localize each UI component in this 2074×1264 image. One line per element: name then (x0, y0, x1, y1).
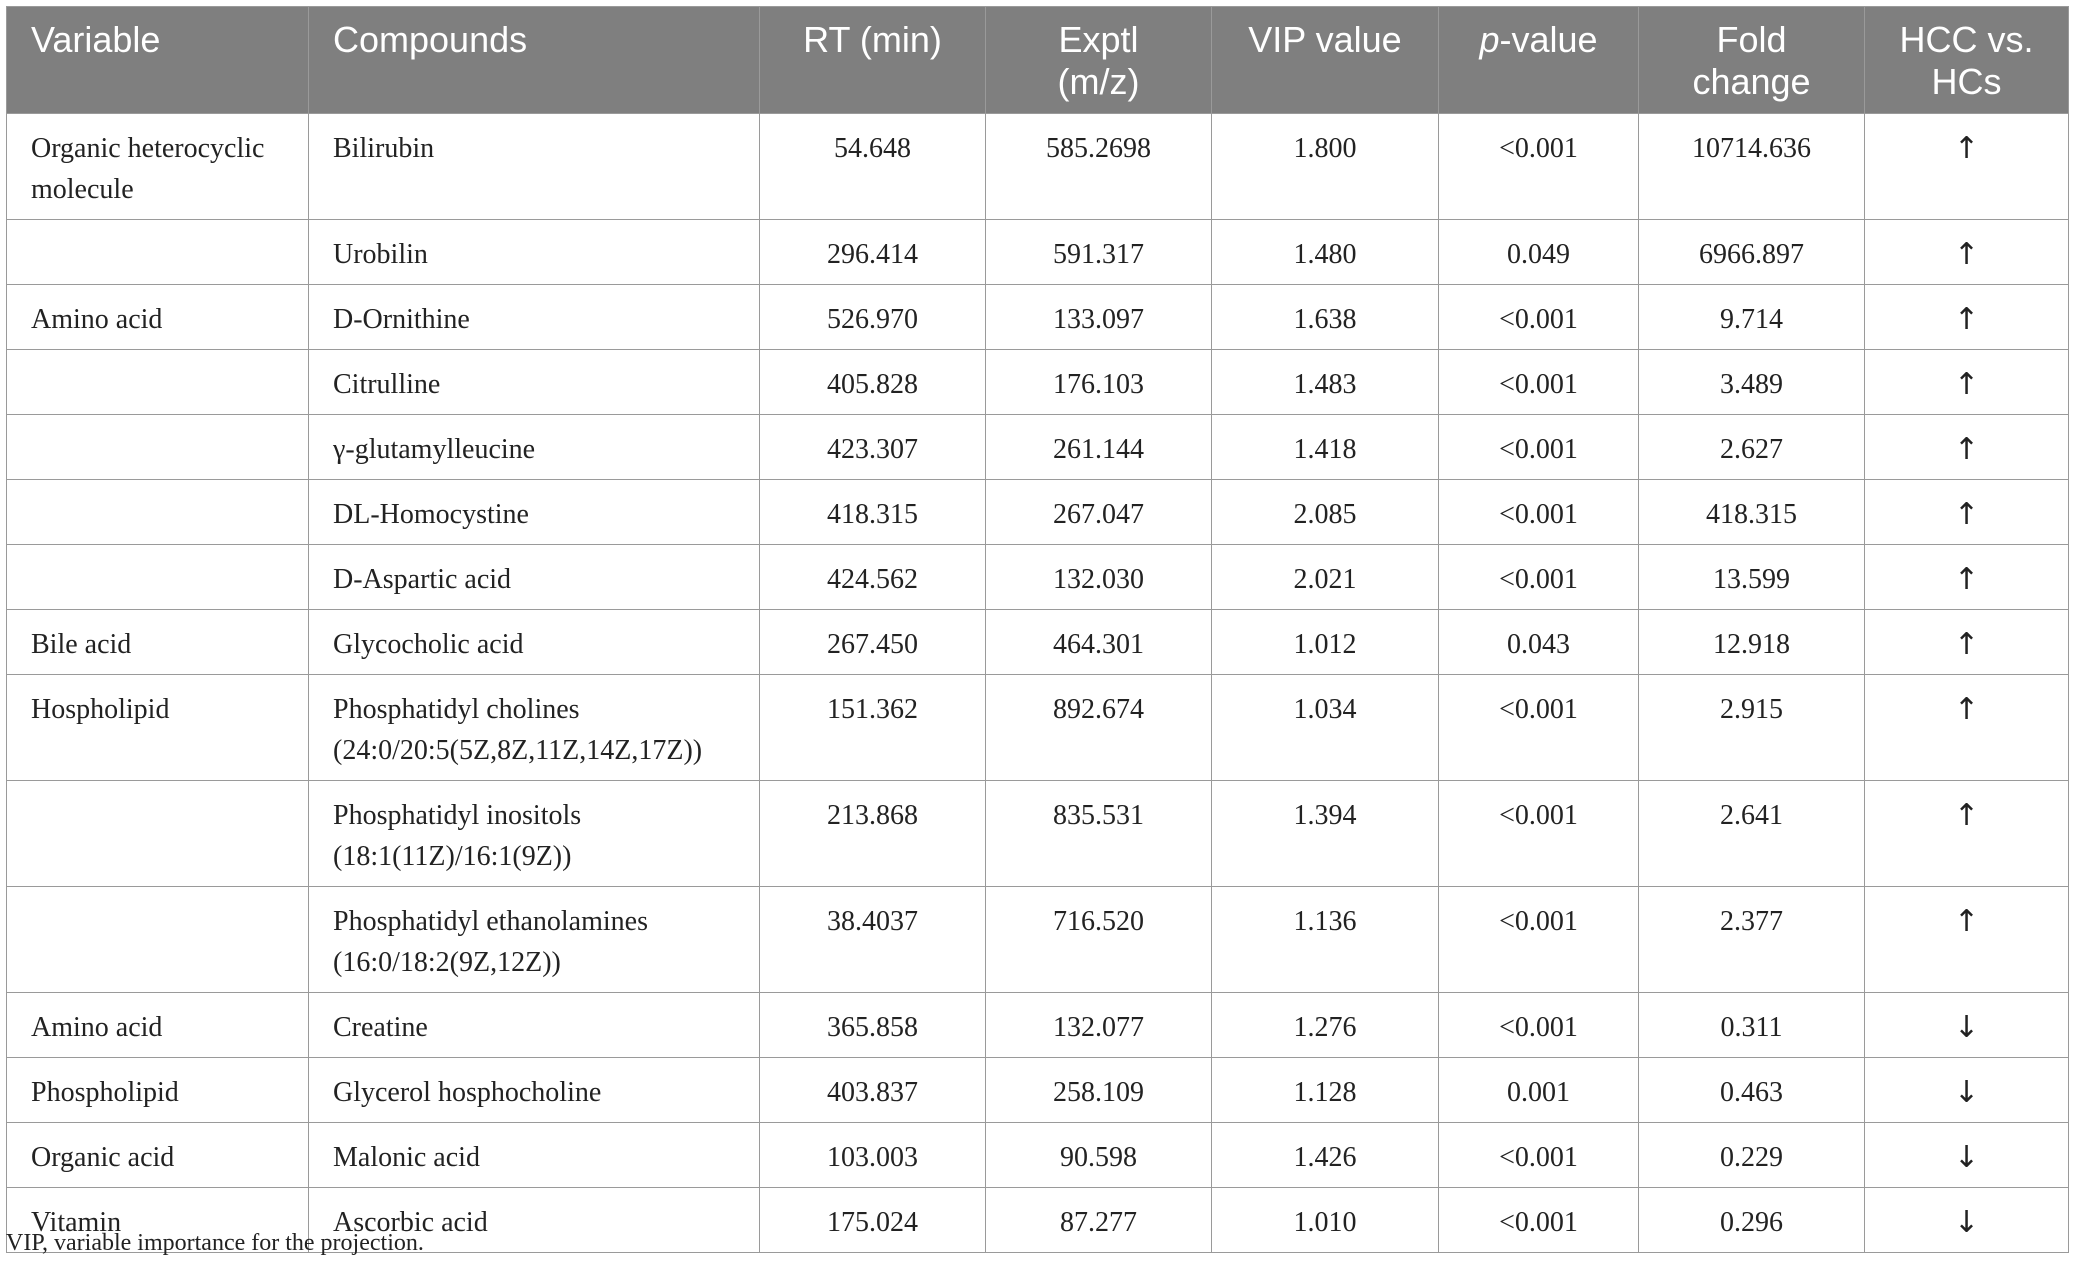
cell-fold-change: 6966.897 (1639, 220, 1865, 285)
table-row (7, 480, 2069, 545)
cell-pvalue: <0.001 (1439, 545, 1639, 610)
cell-fold-change: 13.599 (1639, 545, 1865, 610)
cell-fold-change: 418.315 (1639, 480, 1865, 545)
cell-variable (7, 350, 309, 415)
table-body (7, 114, 2069, 1253)
cell-variable: Vitamin (7, 1188, 309, 1253)
cell-vip: 1.276 (1212, 993, 1439, 1058)
cell-compound: Glycocholic acid (309, 610, 760, 675)
cell-rt: 38.4037 (760, 887, 986, 993)
cell-compound: Urobilin (309, 220, 760, 285)
cell-mz: 132.077 (986, 993, 1212, 1058)
cell-mz: 591.317 (986, 220, 1212, 285)
cell-pvalue: <0.001 (1439, 1123, 1639, 1188)
cell-vip: 1.800 (1212, 114, 1439, 220)
cell-pvalue: <0.001 (1439, 781, 1639, 887)
cell-mz: 892.674 (986, 675, 1212, 781)
cell-rt: 54.648 (760, 114, 986, 220)
cell-variable: Organic acid (7, 1123, 309, 1188)
cell-variable (7, 887, 309, 993)
cell-rt: 175.024 (760, 1188, 986, 1253)
cell-vip: 1.426 (1212, 1123, 1439, 1188)
cell-pvalue: <0.001 (1439, 1188, 1639, 1253)
header-fold-line1: Fold (1716, 19, 1787, 60)
metabolite-table-container (6, 6, 2068, 1253)
cell-mz: 585.2698 (986, 114, 1212, 220)
cell-compound: Citrulline (309, 350, 760, 415)
cell-compound: Malonic acid (309, 1123, 760, 1188)
cell-variable (7, 545, 309, 610)
cell-rt: 418.315 (760, 480, 986, 545)
cell-vip: 1.394 (1212, 781, 1439, 887)
cell-fold-change: 9.714 (1639, 285, 1865, 350)
cell-pvalue: <0.001 (1439, 993, 1639, 1058)
table-row (7, 350, 2069, 415)
cell-rt: 151.362 (760, 675, 986, 781)
cell-pvalue: 0.043 (1439, 610, 1639, 675)
cell-rt: 423.307 (760, 415, 986, 480)
cell-rt: 526.970 (760, 285, 986, 350)
cell-variable: Amino acid (7, 993, 309, 1058)
header-fold-line2: change (1692, 61, 1811, 102)
table-row (7, 1058, 2069, 1123)
cell-pvalue: <0.001 (1439, 114, 1639, 220)
table-row (7, 285, 2069, 350)
table-row (7, 1123, 2069, 1188)
cell-fold-change: 2.641 (1639, 781, 1865, 887)
cell-mz: 835.531 (986, 781, 1212, 887)
cell-vip: 2.085 (1212, 480, 1439, 545)
cell-vip: 1.034 (1212, 675, 1439, 781)
cell-vip: 1.128 (1212, 1058, 1439, 1123)
cell-compound: Phosphatidyl ethanolamines (16:0/18:2(9Z,12Z)) (309, 887, 760, 993)
header-variable: Variable (7, 7, 309, 114)
cell-mz: 133.097 (986, 285, 1212, 350)
cell-vip: 2.021 (1212, 545, 1439, 610)
cell-fold-change: 2.377 (1639, 887, 1865, 993)
cell-compound: DL-Homocystine (309, 480, 760, 545)
cell-pvalue: <0.001 (1439, 480, 1639, 545)
cell-rt: 365.858 (760, 993, 986, 1058)
cell-variable (7, 220, 309, 285)
table-row (7, 220, 2069, 285)
cell-pvalue: 0.001 (1439, 1058, 1639, 1123)
cell-rt: 103.003 (760, 1123, 986, 1188)
cell-direction: ↑ (1865, 480, 2069, 545)
cell-mz: 132.030 (986, 545, 1212, 610)
cell-compound: γ-glutamylleucine (309, 415, 760, 480)
cell-fold-change: 0.296 (1639, 1188, 1865, 1253)
cell-direction: ↓ (1865, 1188, 2069, 1253)
header-vip: VIP value (1212, 7, 1439, 114)
cell-vip: 1.483 (1212, 350, 1439, 415)
cell-direction: ↓ (1865, 1058, 2069, 1123)
cell-rt: 296.414 (760, 220, 986, 285)
cell-mz: 261.144 (986, 415, 1212, 480)
table-row (7, 993, 2069, 1058)
cell-direction: ↑ (1865, 610, 2069, 675)
table-row (7, 781, 2069, 887)
cell-direction: ↑ (1865, 285, 2069, 350)
cell-fold-change: 10714.636 (1639, 114, 1865, 220)
cell-mz: 267.047 (986, 480, 1212, 545)
cell-rt: 405.828 (760, 350, 986, 415)
header-compounds: Compounds (309, 7, 760, 114)
metabolite-table (6, 6, 2069, 1253)
table-row (7, 610, 2069, 675)
cell-direction: ↓ (1865, 993, 2069, 1058)
cell-vip: 1.010 (1212, 1188, 1439, 1253)
table-header-row (7, 7, 2069, 114)
cell-pvalue: 0.049 (1439, 220, 1639, 285)
cell-direction: ↑ (1865, 887, 2069, 993)
cell-fold-change: 0.311 (1639, 993, 1865, 1058)
cell-pvalue: <0.001 (1439, 675, 1639, 781)
cell-variable (7, 781, 309, 887)
cell-compound: Creatine (309, 993, 760, 1058)
cell-direction: ↓ (1865, 1123, 2069, 1188)
header-hcc-vs-hcs (1865, 7, 2069, 114)
cell-pvalue: <0.001 (1439, 285, 1639, 350)
table-row (7, 415, 2069, 480)
cell-vip: 1.480 (1212, 220, 1439, 285)
cell-fold-change: 0.229 (1639, 1123, 1865, 1188)
cell-mz: 258.109 (986, 1058, 1212, 1123)
cell-vip: 1.638 (1212, 285, 1439, 350)
cell-mz: 87.277 (986, 1188, 1212, 1253)
cell-fold-change: 2.627 (1639, 415, 1865, 480)
cell-variable (7, 480, 309, 545)
cell-vip: 1.012 (1212, 610, 1439, 675)
cell-compound: D-Aspartic acid (309, 545, 760, 610)
cell-direction: ↑ (1865, 545, 2069, 610)
cell-compound: D-Ornithine (309, 285, 760, 350)
table-row (7, 545, 2069, 610)
header-hcc-line2: HCs (1931, 61, 2002, 102)
cell-rt: 267.450 (760, 610, 986, 675)
cell-compound: Phosphatidyl cholines (24:0/20:5(5Z,8Z,11Z,14Z,17Z)) (309, 675, 760, 781)
cell-direction: ↑ (1865, 220, 2069, 285)
header-rt: RT (min) (760, 7, 986, 114)
cell-variable: Amino acid (7, 285, 309, 350)
cell-compound: Bilirubin (309, 114, 760, 220)
cell-variable: Phospholipid (7, 1058, 309, 1123)
cell-direction: ↑ (1865, 114, 2069, 220)
header-pvalue (1439, 7, 1639, 114)
header-pvalue-rest: -value (1499, 19, 1598, 60)
table-footnote: VIP, variable importance for the projection. (6, 1230, 424, 1256)
cell-direction: ↑ (1865, 415, 2069, 480)
cell-variable: Bile acid (7, 610, 309, 675)
table-row (7, 675, 2069, 781)
cell-fold-change: 12.918 (1639, 610, 1865, 675)
cell-rt: 424.562 (760, 545, 986, 610)
cell-fold-change: 3.489 (1639, 350, 1865, 415)
cell-compound: Phosphatidyl inositols (18:1(11Z)/16:1(9Z)) (309, 781, 760, 887)
cell-fold-change: 2.915 (1639, 675, 1865, 781)
cell-variable (7, 415, 309, 480)
cell-rt: 213.868 (760, 781, 986, 887)
cell-fold-change: 0.463 (1639, 1058, 1865, 1123)
cell-direction: ↑ (1865, 781, 2069, 887)
header-exptl-line2: (m/z) (1057, 61, 1140, 102)
cell-vip: 1.418 (1212, 415, 1439, 480)
cell-pvalue: <0.001 (1439, 887, 1639, 993)
cell-pvalue: <0.001 (1439, 415, 1639, 480)
cell-mz: 176.103 (986, 350, 1212, 415)
cell-compound: Glycerol hosphocholine (309, 1058, 760, 1123)
cell-vip: 1.136 (1212, 887, 1439, 993)
cell-mz: 464.301 (986, 610, 1212, 675)
header-pvalue-p: p (1479, 19, 1500, 60)
table-row (7, 114, 2069, 220)
header-fold-change (1639, 7, 1865, 114)
table-row (7, 887, 2069, 993)
cell-direction: ↑ (1865, 675, 2069, 781)
cell-mz: 90.598 (986, 1123, 1212, 1188)
cell-pvalue: <0.001 (1439, 350, 1639, 415)
header-exptl-line1: Exptl (1058, 19, 1139, 60)
header-hcc-line1: HCC vs. (1899, 19, 2034, 60)
cell-variable: Hospholipid (7, 675, 309, 781)
header-exptl-mz (986, 7, 1212, 114)
cell-rt: 403.837 (760, 1058, 986, 1123)
cell-compound: Ascorbic acid (309, 1188, 760, 1253)
cell-variable: Organic heterocyclic molecule (7, 114, 309, 220)
cell-direction: ↑ (1865, 350, 2069, 415)
cell-mz: 716.520 (986, 887, 1212, 993)
